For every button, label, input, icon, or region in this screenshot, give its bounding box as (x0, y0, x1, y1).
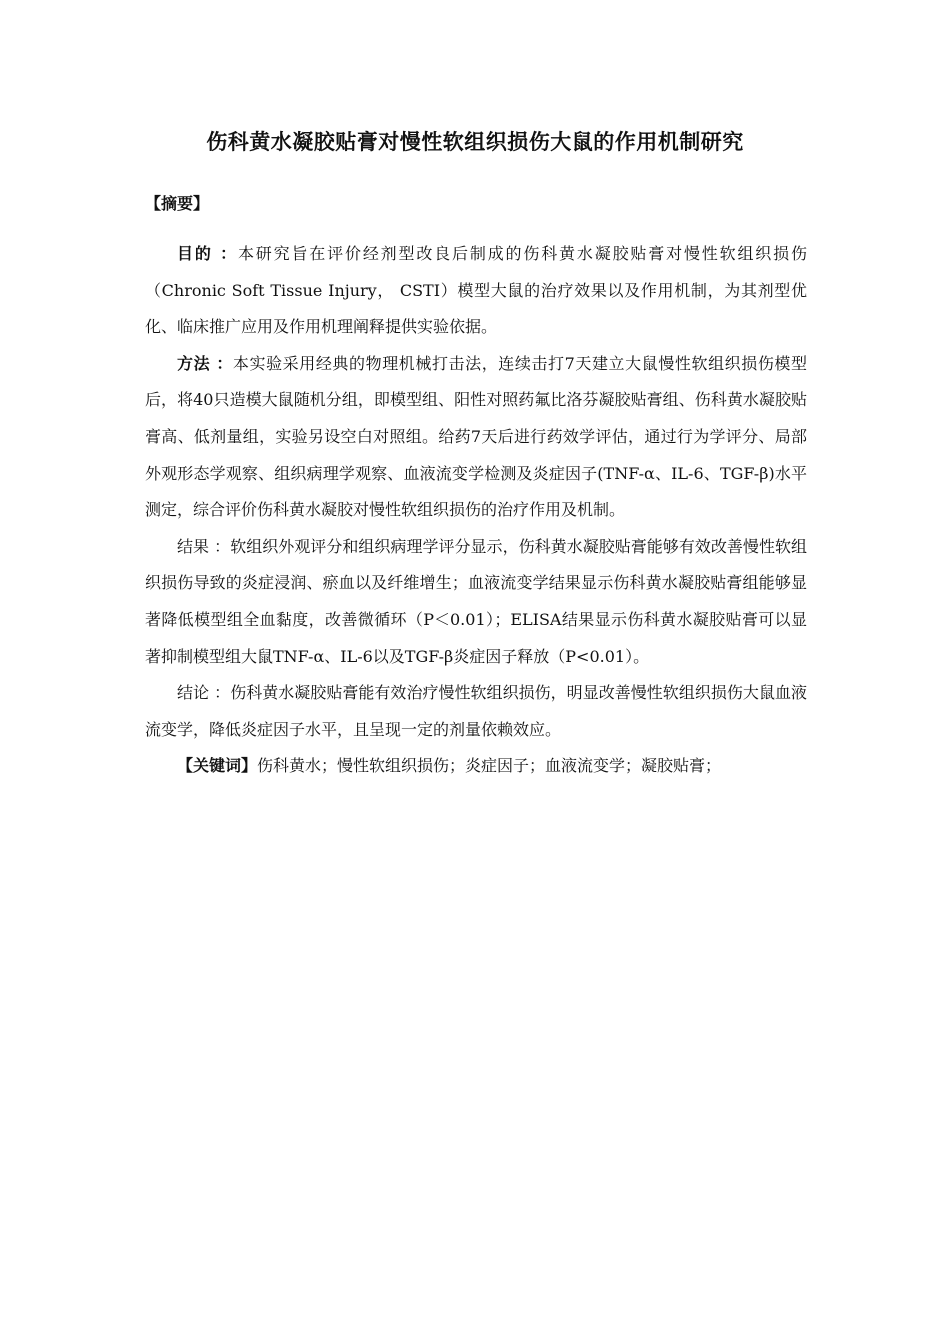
results-label: 结果 ： (177, 536, 231, 556)
methods-paragraph (145, 346, 807, 529)
paper-title: 伤科黄水凝胶贴膏对慢性软组织损伤大鼠的作用机制研究 (206, 130, 744, 154)
conclusion-paragraph (145, 675, 807, 748)
methods-text: 本实验采用经典的物理机械打击法，连续击打7天建立大鼠慢性软组织损伤模型后，将40只造模大鼠随机分组，即模型组、阳性对照药氟比洛芬凝胶贴膏组、伤科黄水凝胶贴膏高、低剂量组，实验另设空白对照组。给药7天后进行药效学评估，通过行为学评分、局部外观形态学观察、组织病理学观察、血液流变学检测及炎症因子(TNF-α、IL-6、TGF-β)水平测定，综合评价伤科黄水凝胶对慢性软组织损伤的治疗作用及机制。 (145, 353, 807, 520)
keywords-paragraph (145, 748, 807, 785)
results-paragraph (145, 529, 807, 675)
abstract-body (145, 236, 807, 785)
abstract-heading: 【摘要】 (145, 194, 210, 213)
keywords-label: 【关键词】 (177, 756, 258, 776)
keywords-text: 伤科黄水；慢性软组织损伤；炎症因子；血液流变学；凝胶贴膏； (257, 756, 722, 776)
results-text: 软组织外观评分和组织病理学评分显示，伤科黄水凝胶贴膏能够有效改善慢性软组织损伤导致的炎症浸润、瘀血以及纤维增生；血液流变学结果显示伤科黄水凝胶贴膏组能够显著降低模型组全血黏度，改善微循环（P＜0.01）；ELISA结果显示伤科黄水凝胶贴膏可以显著抑制模型组大鼠TNF-α、IL-6以及TGF-β炎症因子释放（P<0.01）。 (145, 536, 807, 666)
methods-label: 方法 ： (177, 353, 233, 373)
objective-text: 本研究旨在评价经剂型改良后制成的伤科黄水凝胶贴膏对慢性软组织损伤（Chronic Soft Tissue Injury， CSTI）模型大鼠的治疗效果以及作用机制，为其剂型优化、临床推广应用及作用机理阐释提供实验依据。 (145, 244, 807, 337)
conclusion-text: 伤科黄水凝胶贴膏能有效治疗慢性软组织损伤，明显改善慢性软组织损伤大鼠血液流变学，降低炎症因子水平，且呈现一定的剂量依赖效应。 (145, 683, 807, 739)
conclusion-label: 结论 ： (177, 683, 231, 703)
objective-paragraph (145, 236, 807, 346)
objective-label: 目的 ： (177, 244, 238, 263)
